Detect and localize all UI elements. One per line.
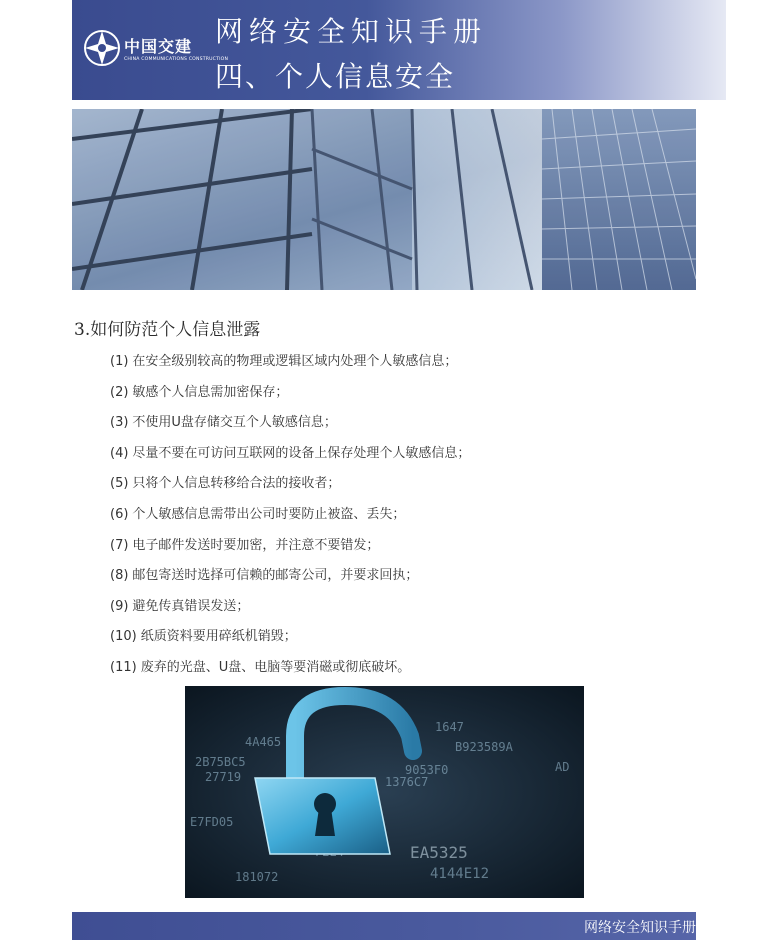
code-text: EA5325 <box>410 843 468 862</box>
list-item-number: (3) <box>110 415 129 431</box>
tips-list <box>110 352 710 689</box>
list-item-text: 邮包寄送时选择可信赖的邮寄公司，并要求回执； <box>132 568 419 584</box>
list-item-text: 个人敏感信息需带出公司时要防止被盗、丢失； <box>132 506 406 522</box>
code-text: 2B75BC5 <box>195 755 246 769</box>
list-item-number: (6) <box>110 506 129 522</box>
list-item <box>110 658 710 689</box>
list-item-number: (10) <box>110 629 137 645</box>
logo-chinese-name: 中国交建 <box>124 37 193 56</box>
chapter-title: 四、个人信息安全 <box>215 60 456 93</box>
code-text: AD <box>555 760 570 774</box>
list-item <box>110 597 710 628</box>
list-item-text: 在安全级别较高的物理或逻辑区域内处理个人敏感信息； <box>132 354 458 369</box>
list-item-text: 尽量不要在可访问互联网的设备上保存处理个人敏感信息； <box>132 445 471 461</box>
list-item-number: (8) <box>110 568 129 584</box>
company-logo <box>82 28 229 74</box>
footer-title: 网络安全知识手册 <box>584 920 696 936</box>
code-text: 27719 <box>205 770 242 784</box>
glass-building-image <box>72 109 696 290</box>
code-text: 1376C7 <box>385 775 429 789</box>
list-item-text: 敏感个人信息需加密保存； <box>132 384 289 400</box>
code-text: 1647 <box>435 720 464 734</box>
padlock-image <box>185 686 584 898</box>
list-item <box>110 352 710 383</box>
list-item <box>110 413 710 444</box>
list-item <box>110 627 710 658</box>
list-item-number: (11) <box>110 659 137 675</box>
list-item-text: 电子邮件发送时要加密，并注意不要错发； <box>132 537 380 553</box>
list-item-number: (4) <box>110 445 129 461</box>
ccc-logo-icon <box>82 28 122 68</box>
list-item-text: 纸质资料要用碎纸机销毁； <box>140 629 297 645</box>
list-item <box>110 383 710 414</box>
list-item-text: 只将个人信息转移给合法的接收者； <box>132 476 341 492</box>
list-item-text: 废弃的光盘、U盘、电脑等要消磁或彻底破坏。 <box>140 659 411 675</box>
list-item <box>110 474 710 505</box>
footer-bar <box>72 912 696 940</box>
list-item-number: (7) <box>110 537 129 553</box>
list-item-text: 不使用U盘存储交互个人敏感信息； <box>132 415 337 431</box>
section-heading: 3.如何防范个人信息泄露 <box>74 320 261 340</box>
page-title: 网络安全知识手册 <box>215 15 488 48</box>
list-item-number: (2) <box>110 384 129 400</box>
header-banner <box>72 0 726 100</box>
list-item <box>110 505 710 536</box>
building-photo <box>72 109 696 290</box>
list-item <box>110 536 710 567</box>
code-text: E7FD05 <box>190 815 234 829</box>
padlock-photo <box>185 686 584 898</box>
list-item <box>110 566 710 597</box>
list-item-number: (5) <box>110 476 129 492</box>
code-text: 4A465 <box>245 735 282 749</box>
code-text: 181072 <box>235 870 279 884</box>
code-text: B923589A <box>455 740 513 754</box>
list-item-number: (9) <box>110 598 129 614</box>
logo-english-name: CHINA COMMUNICATIONS CONSTRUCTION <box>124 57 229 62</box>
list-item <box>110 444 710 475</box>
code-text: 4144E12 <box>430 866 490 882</box>
code-text: 9053F0 <box>405 763 449 777</box>
list-item-number: (1) <box>110 354 129 369</box>
list-item-text: 避免传真错误发送； <box>132 598 250 614</box>
